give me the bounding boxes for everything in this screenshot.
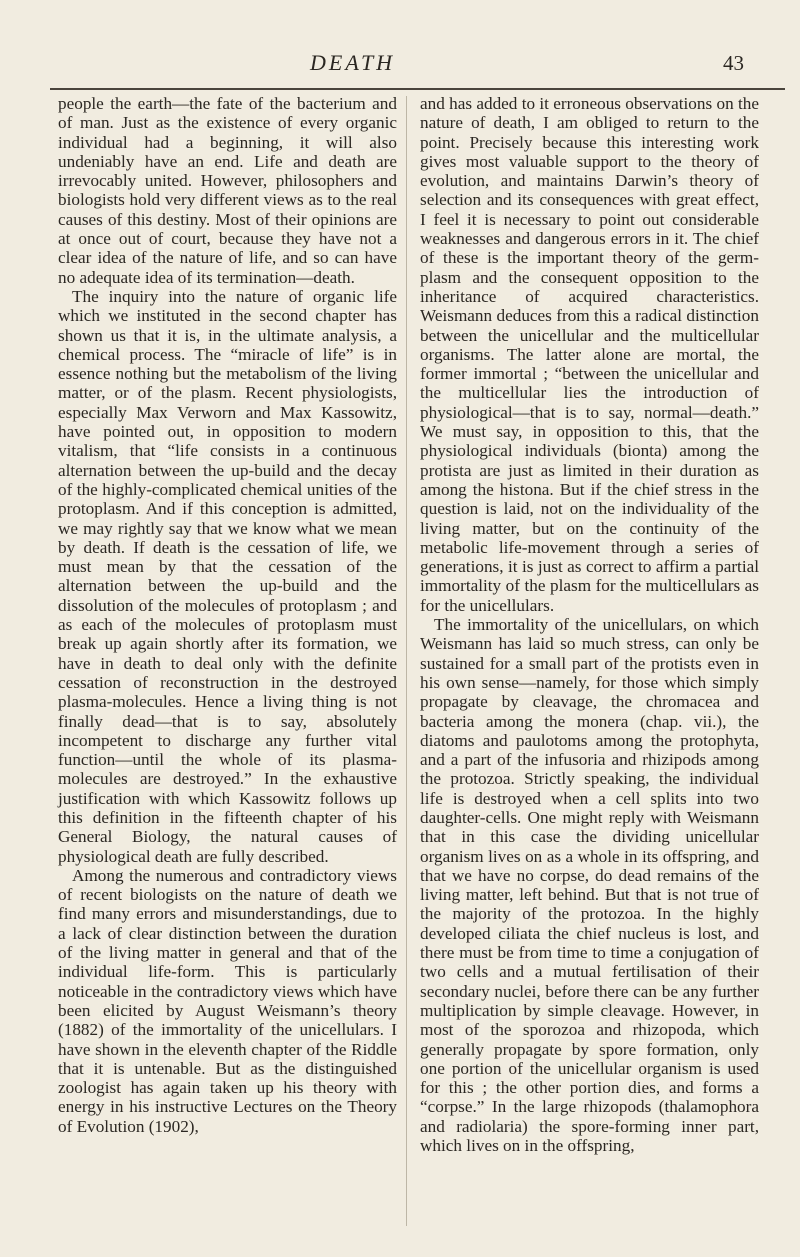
paragraph: Among the numerous and contradictory views of recent biologists on the nature of death we find many errors and misunderstandings, due to a lack of clear distinction between the duration of the living matter in general and that of the individual life-form. This is particularly noticeable in the contradictory views which have been elicited by August Weismann’s theory (1882) of the immortality of the unicellulars. I have shown in the eleventh chapter of the Riddle that it is untenable. But as the distinguished zoologist has again taken up his theory with energy in his instructive Lectures on the Theory of Evolution (1902), xyxy=(58,865,397,1136)
left-column xyxy=(58,94,397,1136)
running-title: DEATH xyxy=(310,50,396,75)
running-head xyxy=(0,48,800,80)
paragraph: people the earth—the fate of the bacterium and of man. Just as the existence of every organic individual had a beginning, it will also undeniably have an end. Life and death are irrevocably united. However, philosophers and biologists hold very different views as to the real causes of this destiny. Most of their opinions are at once out of court, because they have not a clear idea of the nature of life, and so can have no adequate idea of its termination—death. xyxy=(58,94,397,287)
right-column xyxy=(420,94,759,1155)
header-rule xyxy=(50,88,785,90)
paragraph: and has added to it erroneous observations on the nature of death, I am obliged to return to the point. Precisely because this interesting work gives most valuable support to the theory of evolution, and maintains Darwin’s theory of selection and its consequences with great effect, I feel it is necessary to point out considerable weaknesses and dangerous errors in it. The chief of these is the important theory of the germ-plasm and the consequent opposition to the inheritance of acquired characteristics. Weismann deduces from this a radical distinction between the unicellular and the multicellular organisms. The latter alone are mortal, the former immortal ; “between the unicellular and the multicellular lies the introduction of physiological—that is to say, normal—death.” We must say, in opposition to this, that the physiological individuals (bionta) among the protista are just as limited in their duration as among the histona. But if the chief stress in the question is laid, not on the individuality of the living matter, but on the continuity of the metabolic life-movement through a series of generations, it is just as correct to affirm a partial immortality of the plasm for the multicellulars as for the unicellulars. xyxy=(420,94,759,615)
paragraph: The inquiry into the nature of organic life which we instituted in the second chapter has shown us that it is, in the ultimate analysis, a chemical process. The “miracle of life” is in essence nothing but the metabolism of the living matter, or of the plasm. Recent physiologists, especially Max Verworn and Max Kassowitz, have pointed out, in opposition to modern vitalism, that “life consists in a continuous alternation between the up-build and the decay of the highly-complicated chemical unities of the protoplasm. And if this conception is admitted, we may rightly say that we know what we mean by death. If death is the cessation of life, we must mean by that the cessation of the alternation between the up-build and the dissolution of the molecules of protoplasm ; and as each of the molecules of protoplasm must break up again shortly after its formation, we have in death to deal only with the definite cessation of reconstruction in the destroyed plasma-molecules. Hence a living thing is not finally dead—that is to say, absolutely incompetent to discharge any further vital function—until the whole of its plasma-molecules are destroyed.” In the exhaustive justification with which Kassowitz follows up this definition in the fifteenth chapter of his General Biology, the natural causes of physiological death are fully described. xyxy=(58,286,397,866)
paragraph: The immortality of the unicellulars, on which Weismann has laid so much stress, can only be sustained for a small part of the protists even in his own sense—namely, for those which simply propagate by cleavage, the chromacea and bacteria among the monera (chap. vii.), the diatoms and paulotoms among the protophyta, and a part of the infusoria and rhizipods among the protozoa. Strictly speaking, the individual life is destroyed when a cell splits into two daughter-cells. One might reply with Weismann that in this case the dividing unicellular organism lives on as a whole in its offspring, and that we have no corpse, do dead remains of the living matter, left behind. But that is not true of the majority of the protozoa. In the highly developed ciliata the chief nucleus is lost, and there must be from time to time a conjugation of two cells and a mutual fertilisation of their secondary nuclei, before there can be any further multiplication by simple cleavage. However, in most of the sporozoa and rhizopoda, which generally propagate by spore formation, only one portion of the unicellular organism is used for this ; the other portion dies, and forms a “corpse.” In the large rhizopods (thalamophora and radiolaria) the spore-forming inner part, which lives on in the offspring, xyxy=(420,615,759,1156)
column-divider xyxy=(406,96,407,1226)
page-number: 43 xyxy=(723,51,744,75)
